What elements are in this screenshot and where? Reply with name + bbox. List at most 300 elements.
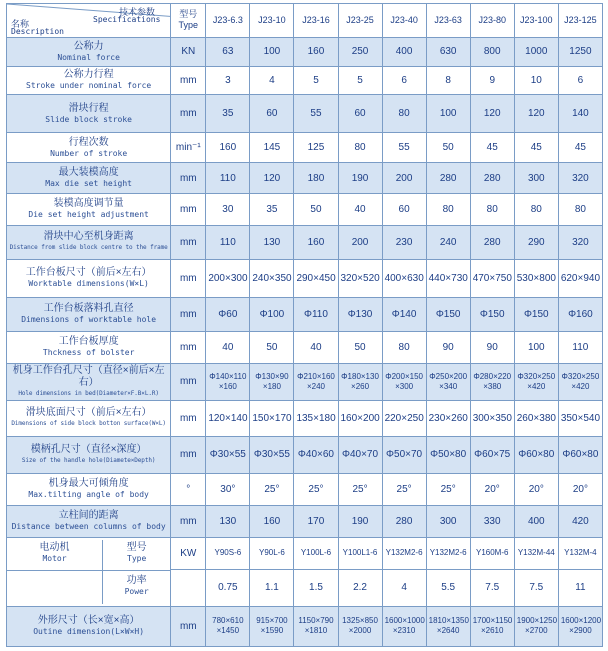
- motor-type-cell: Y132M2-6: [426, 537, 470, 569]
- motor-type-cell: Y90L-6: [250, 537, 294, 569]
- unit-cell: mm: [171, 436, 206, 473]
- value-cell: 30: [206, 193, 250, 225]
- value-cell: [206, 606, 250, 646]
- motor-type-cell: Y100L1-6: [338, 537, 382, 569]
- value-cell: Φ100: [250, 297, 294, 331]
- value-cell: 280: [426, 163, 470, 194]
- value-cell: 160: [294, 37, 338, 66]
- value-cell: [382, 363, 426, 400]
- value-cell: 40: [338, 193, 382, 225]
- spec-row: [7, 473, 603, 505]
- motor-type-cell: Y132M2-6: [382, 537, 426, 569]
- value-cell: 200: [382, 163, 426, 194]
- unit-cell: mm: [171, 505, 206, 537]
- value-cell: 100: [426, 95, 470, 133]
- spec-row: [7, 363, 603, 400]
- unit-cell: KN: [171, 37, 206, 66]
- value-cell: 280: [470, 163, 514, 194]
- unit-cell: mm: [171, 95, 206, 133]
- unit-cell: mm: [171, 225, 206, 259]
- row-description: [7, 193, 171, 225]
- spec-row: [7, 297, 603, 331]
- value-cell: 20°: [514, 473, 558, 505]
- value-cell: 50: [426, 133, 470, 163]
- model-header: J23-10: [250, 4, 294, 38]
- value-cell: 80: [338, 133, 382, 163]
- motor-type-cell: Y160M-6: [470, 537, 514, 569]
- description-en: Number of stroke: [50, 148, 128, 158]
- type-header-en: Type: [178, 20, 199, 31]
- motor-power-cell: 7.5: [514, 569, 558, 606]
- spec-row: [7, 225, 603, 259]
- row-description: [7, 225, 171, 259]
- value-cell: 300×350: [470, 400, 514, 436]
- value-cell: Φ150: [470, 297, 514, 331]
- unit-cell: mm: [171, 400, 206, 436]
- spec-row: [7, 163, 603, 194]
- description-en: Worktable dimensions(W×L): [28, 279, 149, 289]
- value-cell: [382, 606, 426, 646]
- value-line: ×160: [218, 381, 237, 391]
- value-cell: 160: [294, 225, 338, 259]
- value-cell: 25°: [250, 473, 294, 505]
- motor-power-cell: 2.2: [338, 569, 382, 606]
- motor-power-cell: 7.5: [470, 569, 514, 606]
- outline-row: [7, 606, 603, 646]
- value-cell: 50: [294, 193, 338, 225]
- value-line: 780×610: [212, 616, 244, 626]
- value-cell: 1250: [558, 37, 602, 66]
- model-header: J23-80: [470, 4, 514, 38]
- motor-type-cell: Y132M-44: [514, 537, 558, 569]
- value-cell: 180: [294, 163, 338, 194]
- value-line: ×240: [306, 381, 325, 391]
- value-cell: 80: [514, 193, 558, 225]
- motor-type-cell: Y132M-4: [558, 537, 602, 569]
- value-cell: Φ30×55: [206, 436, 250, 473]
- header-row: [7, 4, 603, 38]
- row-description: [7, 259, 171, 297]
- motor-type-cell: Y100L-6: [294, 537, 338, 569]
- description-en: Size of the handle hole(Diamete×Depth): [21, 456, 156, 464]
- value-cell: [294, 363, 338, 400]
- value-cell: 170: [294, 505, 338, 537]
- value-cell: 630: [426, 37, 470, 66]
- value-cell: 240: [426, 225, 470, 259]
- value-cell: 120: [250, 163, 294, 194]
- value-cell: 55: [294, 95, 338, 133]
- name-label: 名称: [11, 19, 30, 29]
- value-cell: 55: [382, 133, 426, 163]
- value-cell: 400: [514, 505, 558, 537]
- value-cell: 190: [338, 163, 382, 194]
- description-zh: 机身工作台孔尺寸（直径×前后×左右）: [12, 364, 165, 388]
- model-header: J23-40: [382, 4, 426, 38]
- value-line: 1600×1200: [560, 616, 602, 626]
- motor-type-cell: Y90S-6: [206, 537, 250, 569]
- value-line: Φ280×220: [473, 371, 512, 381]
- value-cell: 160: [250, 505, 294, 537]
- type-header: [171, 4, 206, 38]
- value-cell: 320: [558, 163, 602, 194]
- motor-power-cell: 11: [558, 569, 602, 606]
- value-cell: 320: [558, 225, 602, 259]
- value-cell: 110: [206, 163, 250, 194]
- description-zh: 工作台板落料孔直径: [43, 303, 134, 315]
- description-zh: 最大装模高度: [58, 167, 119, 178]
- value-line: 1700×1150: [472, 616, 513, 626]
- unit-cell: mm: [171, 331, 206, 363]
- spec-row: [7, 133, 603, 163]
- value-cell: Φ40×60: [294, 436, 338, 473]
- value-cell: 330: [470, 505, 514, 537]
- value-cell: 45: [514, 133, 558, 163]
- value-cell: 80: [470, 193, 514, 225]
- description-zh: 滑块底面尺寸（前后×左右）: [25, 407, 152, 419]
- motor-zh: 电动机: [39, 541, 70, 553]
- value-line: ×340: [439, 381, 458, 391]
- value-cell: Φ110: [294, 297, 338, 331]
- value-cell: 25°: [382, 473, 426, 505]
- motor-type-zh: 型号: [126, 541, 147, 553]
- value-cell: 240×350: [250, 259, 294, 297]
- spec-row: [7, 193, 603, 225]
- value-cell: [470, 363, 514, 400]
- unit-cell: min⁻¹: [171, 133, 206, 163]
- description-label: Description: [11, 27, 64, 36]
- value-cell: [294, 606, 338, 646]
- unit-cell: mm: [171, 259, 206, 297]
- value-cell: 620×940: [558, 259, 602, 297]
- value-cell: [558, 363, 602, 400]
- row-description: [7, 133, 171, 163]
- value-line: Φ320×250: [561, 371, 600, 381]
- row-description: [7, 66, 171, 95]
- unit-cell: mm: [171, 363, 206, 400]
- value-cell: 80: [382, 95, 426, 133]
- value-cell: 470×750: [470, 259, 514, 297]
- value-cell: 40: [206, 331, 250, 363]
- row-description: [7, 436, 171, 473]
- description-en: Distance from slide block centre to the frame: [9, 244, 168, 252]
- value-cell: 25°: [338, 473, 382, 505]
- value-cell: 100: [514, 331, 558, 363]
- value-cell: 160: [206, 133, 250, 163]
- value-cell: 280: [470, 225, 514, 259]
- corner-header: [7, 4, 171, 38]
- value-line: ×2610: [480, 626, 504, 636]
- value-cell: Φ60×80: [558, 436, 602, 473]
- row-description: [7, 95, 171, 133]
- motor-power-cell: 4: [382, 569, 426, 606]
- row-description: [7, 163, 171, 194]
- value-cell: 230×260: [426, 400, 470, 436]
- value-cell: 120: [514, 95, 558, 133]
- value-cell: 8: [426, 66, 470, 95]
- value-cell: 800: [470, 37, 514, 66]
- value-cell: 50: [250, 331, 294, 363]
- spec-table: [6, 3, 603, 647]
- value-line: 1600×1000: [384, 616, 425, 626]
- description-en: Outine dimension(L×W×H): [33, 627, 145, 637]
- value-cell: 9: [470, 66, 514, 95]
- model-header: J23-6.3: [206, 4, 250, 38]
- description-en: Max.tilting angle of body: [28, 490, 149, 500]
- value-cell: 120: [470, 95, 514, 133]
- value-cell: 25°: [426, 473, 470, 505]
- value-cell: 350×540: [558, 400, 602, 436]
- value-cell: 60: [382, 193, 426, 225]
- value-cell: 20°: [558, 473, 602, 505]
- value-cell: 80: [382, 331, 426, 363]
- row-description: [7, 400, 171, 436]
- specs-label: Specifications: [93, 15, 161, 24]
- unit-cell: mm: [171, 163, 206, 194]
- params-label: 技术参数: [119, 7, 156, 17]
- value-cell: Φ30×55: [250, 436, 294, 473]
- motor-power-cell: 5.5: [426, 569, 470, 606]
- value-cell: 45: [470, 133, 514, 163]
- motor-power-cell: 0.75: [206, 569, 250, 606]
- motor-power-zh: 功率: [126, 574, 147, 586]
- model-header: J23-125: [558, 4, 602, 38]
- spec-row: [7, 331, 603, 363]
- value-cell: 400×630: [382, 259, 426, 297]
- value-cell: 300: [514, 163, 558, 194]
- description-en: Slide block stroke: [45, 114, 132, 124]
- unit-cell: mm: [171, 297, 206, 331]
- value-line: 1325×850: [342, 616, 378, 626]
- value-cell: Φ150: [426, 297, 470, 331]
- value-cell: Φ60: [206, 297, 250, 331]
- value-line: ×180: [262, 381, 281, 391]
- spec-row: [7, 436, 603, 473]
- value-cell: Φ50×80: [426, 436, 470, 473]
- row-description: [7, 505, 171, 537]
- value-line: 915×700: [256, 616, 288, 626]
- description-en: Nominal force: [57, 52, 120, 62]
- row-description: [7, 331, 171, 363]
- unit-cell: mm: [171, 193, 206, 225]
- value-cell: 35: [250, 193, 294, 225]
- value-line: ×2310: [392, 626, 416, 636]
- value-cell: 10: [514, 66, 558, 95]
- value-cell: 1000: [514, 37, 558, 66]
- unit-cell: mm: [171, 606, 206, 646]
- value-cell: [426, 606, 470, 646]
- value-line: ×2900: [569, 626, 592, 636]
- value-cell: [206, 363, 250, 400]
- value-cell: [514, 606, 558, 646]
- value-cell: 250: [338, 37, 382, 66]
- description-en: Max die set height: [45, 179, 132, 188]
- value-line: ×380: [483, 381, 502, 391]
- value-cell: 50: [338, 331, 382, 363]
- spec-row: [7, 259, 603, 297]
- value-cell: 80: [558, 193, 602, 225]
- value-cell: 260×380: [514, 400, 558, 436]
- value-line: ×420: [571, 381, 590, 391]
- value-cell: 440×730: [426, 259, 470, 297]
- value-cell: Φ60×75: [470, 436, 514, 473]
- value-line: ×1590: [260, 626, 284, 636]
- description-en: Distance between columns of body: [11, 522, 166, 532]
- description-zh: 工作台板尺寸（前后×左右）: [25, 267, 152, 279]
- value-line: ×420: [527, 381, 546, 391]
- description-zh: 公称力: [73, 40, 104, 52]
- value-cell: [470, 606, 514, 646]
- value-cell: 145: [250, 133, 294, 163]
- value-cell: 80: [426, 193, 470, 225]
- motor-power-cell: 1.1: [250, 569, 294, 606]
- description-zh: 公称力行程: [63, 69, 114, 81]
- motor-power-cell: 1.5: [294, 569, 338, 606]
- value-cell: 5: [338, 66, 382, 95]
- value-cell: 120×140: [206, 400, 250, 436]
- model-header: J23-25: [338, 4, 382, 38]
- value-cell: 60: [338, 95, 382, 133]
- motor-type-row: [7, 537, 603, 569]
- description-en: Dimensions of side block botton surface(W×L): [11, 420, 166, 428]
- value-cell: 420: [558, 505, 602, 537]
- value-cell: 200: [338, 225, 382, 259]
- value-cell: 90: [426, 331, 470, 363]
- value-cell: 320×520: [338, 259, 382, 297]
- description-en: Dimensions of worktable hole: [21, 315, 157, 325]
- value-cell: 130: [250, 225, 294, 259]
- motor-power-en: Power: [124, 586, 149, 596]
- value-line: ×2000: [348, 626, 372, 636]
- description-zh: 工作台板厚度: [58, 336, 119, 348]
- unit-cell: mm: [171, 66, 206, 95]
- value-cell: 110: [558, 331, 602, 363]
- value-cell: 200×300: [206, 259, 250, 297]
- value-cell: 125: [294, 133, 338, 163]
- value-cell: 530×800: [514, 259, 558, 297]
- value-cell: 130: [206, 505, 250, 537]
- description-zh: 滑块行程: [68, 102, 109, 114]
- value-cell: 20°: [470, 473, 514, 505]
- value-cell: 4: [250, 66, 294, 95]
- value-cell: 135×180: [294, 400, 338, 436]
- value-line: 1900×1250: [516, 616, 558, 626]
- value-cell: [250, 363, 294, 400]
- value-cell: 150×170: [250, 400, 294, 436]
- value-cell: 45: [558, 133, 602, 163]
- row-description: [7, 297, 171, 331]
- value-cell: 290×450: [294, 259, 338, 297]
- value-cell: Φ40×70: [338, 436, 382, 473]
- value-cell: Φ160: [558, 297, 602, 331]
- row-description: [7, 37, 171, 66]
- value-line: Φ250×200: [429, 371, 468, 381]
- value-cell: 63: [206, 37, 250, 66]
- value-cell: 5: [294, 66, 338, 95]
- spec-row: [7, 37, 603, 66]
- value-cell: 230: [382, 225, 426, 259]
- value-cell: 6: [558, 66, 602, 95]
- motor-description: [7, 537, 171, 606]
- motor-power-unit-cell: [171, 569, 206, 606]
- description-en: Thckness of bolster: [42, 348, 135, 358]
- row-description: [7, 473, 171, 505]
- value-cell: [426, 363, 470, 400]
- value-cell: 300: [426, 505, 470, 537]
- spec-row: [7, 400, 603, 436]
- value-cell: Φ140: [382, 297, 426, 331]
- value-line: ×2640: [436, 626, 460, 636]
- value-cell: 6: [382, 66, 426, 95]
- row-description: [7, 606, 171, 646]
- value-line: Φ140×110: [209, 371, 247, 381]
- value-line: ×260: [351, 381, 370, 391]
- value-line: 1150×790: [298, 616, 334, 626]
- value-cell: 220×250: [382, 400, 426, 436]
- value-line: Φ210×160: [297, 371, 335, 381]
- value-line: Φ180×130: [341, 371, 379, 381]
- motor-unit-cell: KW: [171, 537, 206, 569]
- value-line: ×2700: [525, 626, 548, 636]
- value-cell: Φ60×80: [514, 436, 558, 473]
- value-cell: 60: [250, 95, 294, 133]
- value-line: Φ130×90: [255, 371, 289, 381]
- description-zh: 外形尺寸（长×宽×高）: [37, 615, 140, 627]
- model-header: J23-16: [294, 4, 338, 38]
- description-zh: 行程次数: [68, 136, 109, 148]
- value-cell: 90: [470, 331, 514, 363]
- unit-cell: °: [171, 473, 206, 505]
- type-header-zh: 型号: [179, 9, 198, 20]
- row-description: [7, 363, 171, 400]
- value-cell: [514, 363, 558, 400]
- value-cell: 35: [206, 95, 250, 133]
- value-cell: [338, 606, 382, 646]
- value-cell: 400: [382, 37, 426, 66]
- value-cell: 190: [338, 505, 382, 537]
- value-line: Φ320×250: [517, 371, 556, 381]
- description-zh: 模柄孔尺寸（直径×深度）: [30, 443, 147, 455]
- value-cell: 3: [206, 66, 250, 95]
- value-cell: 290: [514, 225, 558, 259]
- spec-row: [7, 95, 603, 133]
- value-cell: 100: [250, 37, 294, 66]
- description-en: Die set height adjustment: [28, 210, 149, 220]
- description-zh: 机身最大可倾角度: [48, 478, 129, 490]
- value-cell: [250, 606, 294, 646]
- value-line: ×1450: [216, 626, 240, 636]
- value-line: 1810×1350: [428, 616, 469, 626]
- description-en: Stroke under nominal force: [26, 81, 152, 91]
- value-cell: 25°: [294, 473, 338, 505]
- motor-type-en: Type: [127, 553, 147, 563]
- description-zh: 滑块中心至机身距离: [43, 231, 134, 243]
- value-line: ×300: [395, 381, 414, 391]
- value-cell: Φ50×70: [382, 436, 426, 473]
- value-cell: 110: [206, 225, 250, 259]
- value-cell: 30°: [206, 473, 250, 505]
- description-zh: 装模高度调节量: [53, 198, 124, 210]
- value-cell: 280: [382, 505, 426, 537]
- value-cell: 160×200: [338, 400, 382, 436]
- model-header: J23-100: [514, 4, 558, 38]
- value-cell: [558, 606, 602, 646]
- spec-row: [7, 66, 603, 95]
- value-cell: 40: [294, 331, 338, 363]
- value-cell: [338, 363, 382, 400]
- value-line: Φ200×150: [385, 371, 423, 381]
- value-cell: Φ150: [514, 297, 558, 331]
- model-header: J23-63: [426, 4, 470, 38]
